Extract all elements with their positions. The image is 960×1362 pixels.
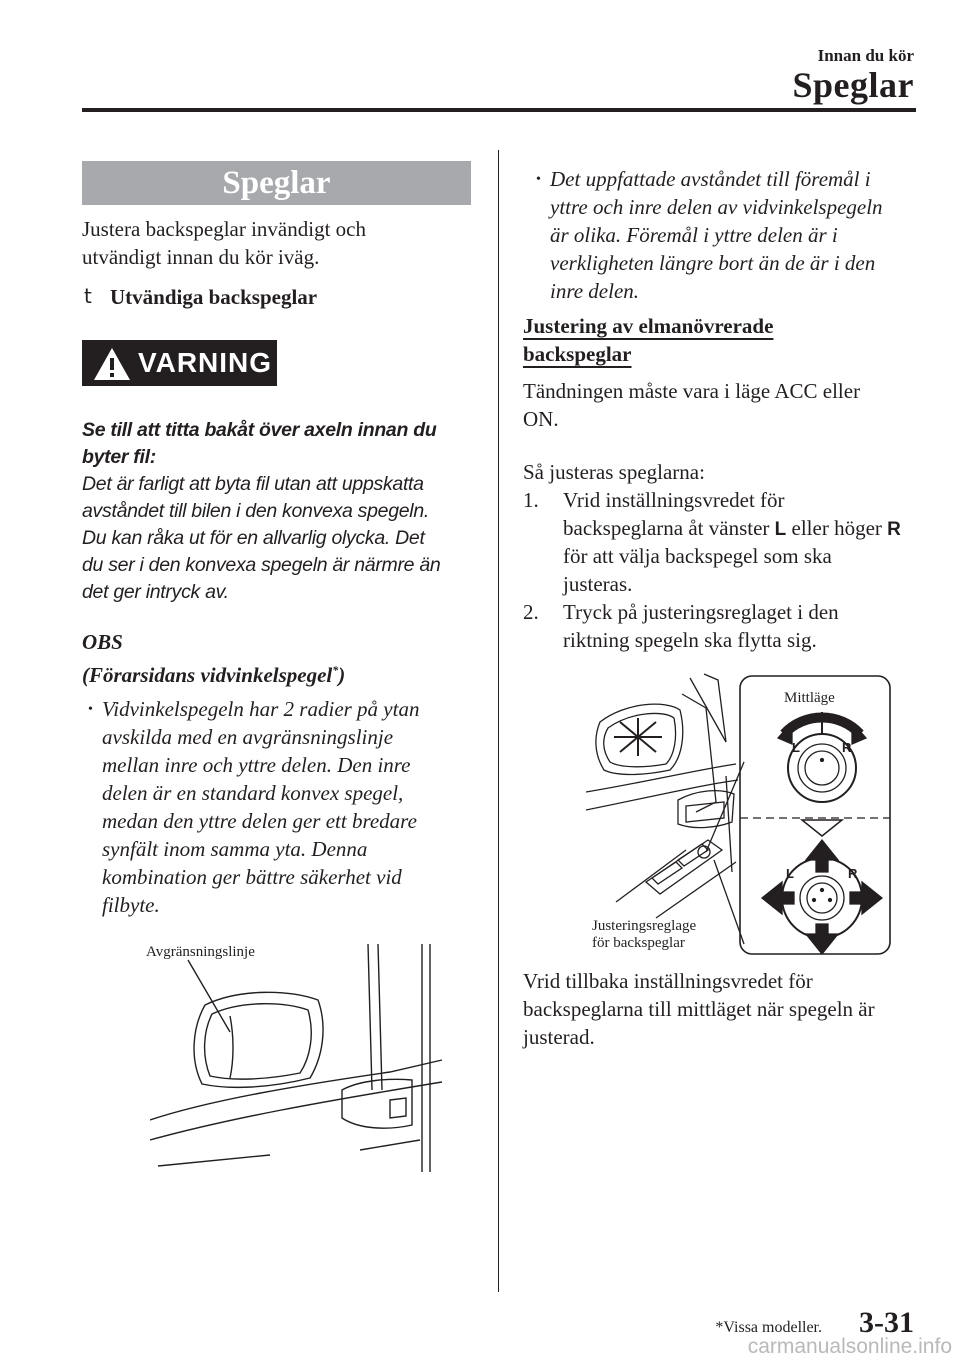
- page-number: 3-31: [859, 1306, 914, 1339]
- step-1-line: för att välja backspegel som ska: [563, 544, 832, 568]
- closing-line: justerad.: [523, 1025, 595, 1049]
- bullet-line: verkligheten längre bort än de är i den: [550, 251, 876, 275]
- paragraph-line: Så justeras speglarna:: [523, 460, 705, 484]
- step-1-number: 1.: [523, 488, 539, 512]
- intro-line-2: utvändigt innan du kör iväg.: [82, 245, 320, 269]
- obs-subtitle: (Förarsidans vidvinkelspegel*): [82, 663, 346, 687]
- figure-label-switch-cont: för backspeglar: [592, 935, 685, 951]
- footer-note: *Vissa modeller.: [715, 1319, 822, 1336]
- paragraph-line: Tändningen måste vara i läge ACC eller: [523, 379, 861, 403]
- key-r-glyph: R: [887, 519, 901, 540]
- closing-line: backspeglarna till mittläget när spegeln är: [523, 997, 875, 1021]
- step-2-line: Tryck på justeringsreglaget i den: [563, 600, 839, 624]
- bullet-line: inre delen.: [550, 279, 640, 303]
- warning-bold-line-1: Se till att titta bakåt över axeln innan du: [82, 419, 437, 441]
- header-title: Speglar: [792, 65, 914, 105]
- step-1-line: Vrid inställningsvredet för: [563, 488, 785, 512]
- subsection-title: Utvändiga backspeglar: [110, 285, 318, 309]
- step-1-line: backspeglarna åt vänster L eller höger R: [563, 516, 901, 540]
- bullet-line: mellan inre och yttre delen. Den inre: [102, 753, 411, 777]
- column-divider: [498, 150, 499, 1292]
- bullet-line: avskilda med en avgränsningslinje: [102, 725, 394, 749]
- bullet-line: yttre och inre delen av vidvinkelspegeln: [550, 195, 883, 219]
- joystick-r-label: R: [848, 866, 858, 881]
- mirror-switch-illustration: [586, 672, 892, 956]
- bullet-line: Vidvinkelspegeln har 2 radier på ytan: [102, 697, 420, 721]
- bullet-marker: •: [536, 172, 541, 187]
- key-l-glyph: L: [774, 519, 787, 540]
- bullet-line: filbyte.: [102, 893, 160, 917]
- bullet-line: medan den yttre delen ger ett bredare: [102, 809, 417, 833]
- warning-label: VARNING: [138, 347, 273, 378]
- warning-line: du ser i den konvexa spegeln är närmre än: [82, 554, 441, 576]
- bullet-line: delen är en standard konvex spegel,: [102, 781, 404, 805]
- step-2-line: riktning spegeln ska flytta sig.: [563, 628, 817, 652]
- watermark-text: carmanualsonline.info: [747, 1335, 952, 1358]
- warning-triangle-icon: [92, 346, 132, 382]
- knob-l-label: L: [792, 740, 800, 755]
- subsection-heading-cont: backspeglar: [523, 342, 632, 366]
- bullet-line: är olika. Föremål i yttre delen är i: [550, 223, 838, 247]
- door-mirror-illustration: [150, 940, 450, 1172]
- closing-line: Vrid tillbaka inställningsvredet för: [523, 969, 813, 993]
- header-section-label: Innan du kör: [817, 46, 914, 65]
- warning-line: avståndet till bilen i den konvexa spegeln.: [82, 500, 430, 522]
- warning-line: Du kan råka ut för en allvarlig olycka. Det: [82, 527, 425, 549]
- joystick-l-label: L: [786, 866, 794, 881]
- step-2-number: 2.: [523, 600, 539, 624]
- figure-label-switch: Justeringsreglage: [592, 918, 697, 934]
- warning-line: Det är farligt att byta fil utan att uppskatta: [82, 473, 424, 495]
- warning-line: det ger intryck av.: [82, 581, 229, 603]
- bullet-line: Det uppfattade avståndet till föremål i: [550, 167, 871, 191]
- subsection-marker: t: [84, 284, 92, 308]
- figure-label-center-position: Mittläge: [784, 690, 835, 706]
- paragraph-line: ON.: [523, 407, 559, 431]
- step-1-line: justeras.: [563, 572, 633, 596]
- subsection-heading: Justering av elmanövrerade: [523, 314, 774, 338]
- figure-label-boundary-line: Avgränsningslinje: [146, 944, 255, 960]
- obs-label: OBS: [82, 630, 123, 654]
- knob-r-label: R: [842, 740, 852, 755]
- header-rule: [82, 108, 916, 112]
- intro-line-1: Justera backspeglar invändigt och: [82, 217, 366, 241]
- bullet-line: kombination ger bättre säkerhet vid: [102, 865, 402, 889]
- section-banner: Speglar: [82, 161, 471, 205]
- warning-badge: [82, 340, 277, 386]
- bullet-marker: •: [88, 702, 93, 717]
- warning-bold-line-2: byter fil:: [82, 446, 156, 468]
- bullet-line: synfält inom samma yta. Denna: [102, 837, 368, 861]
